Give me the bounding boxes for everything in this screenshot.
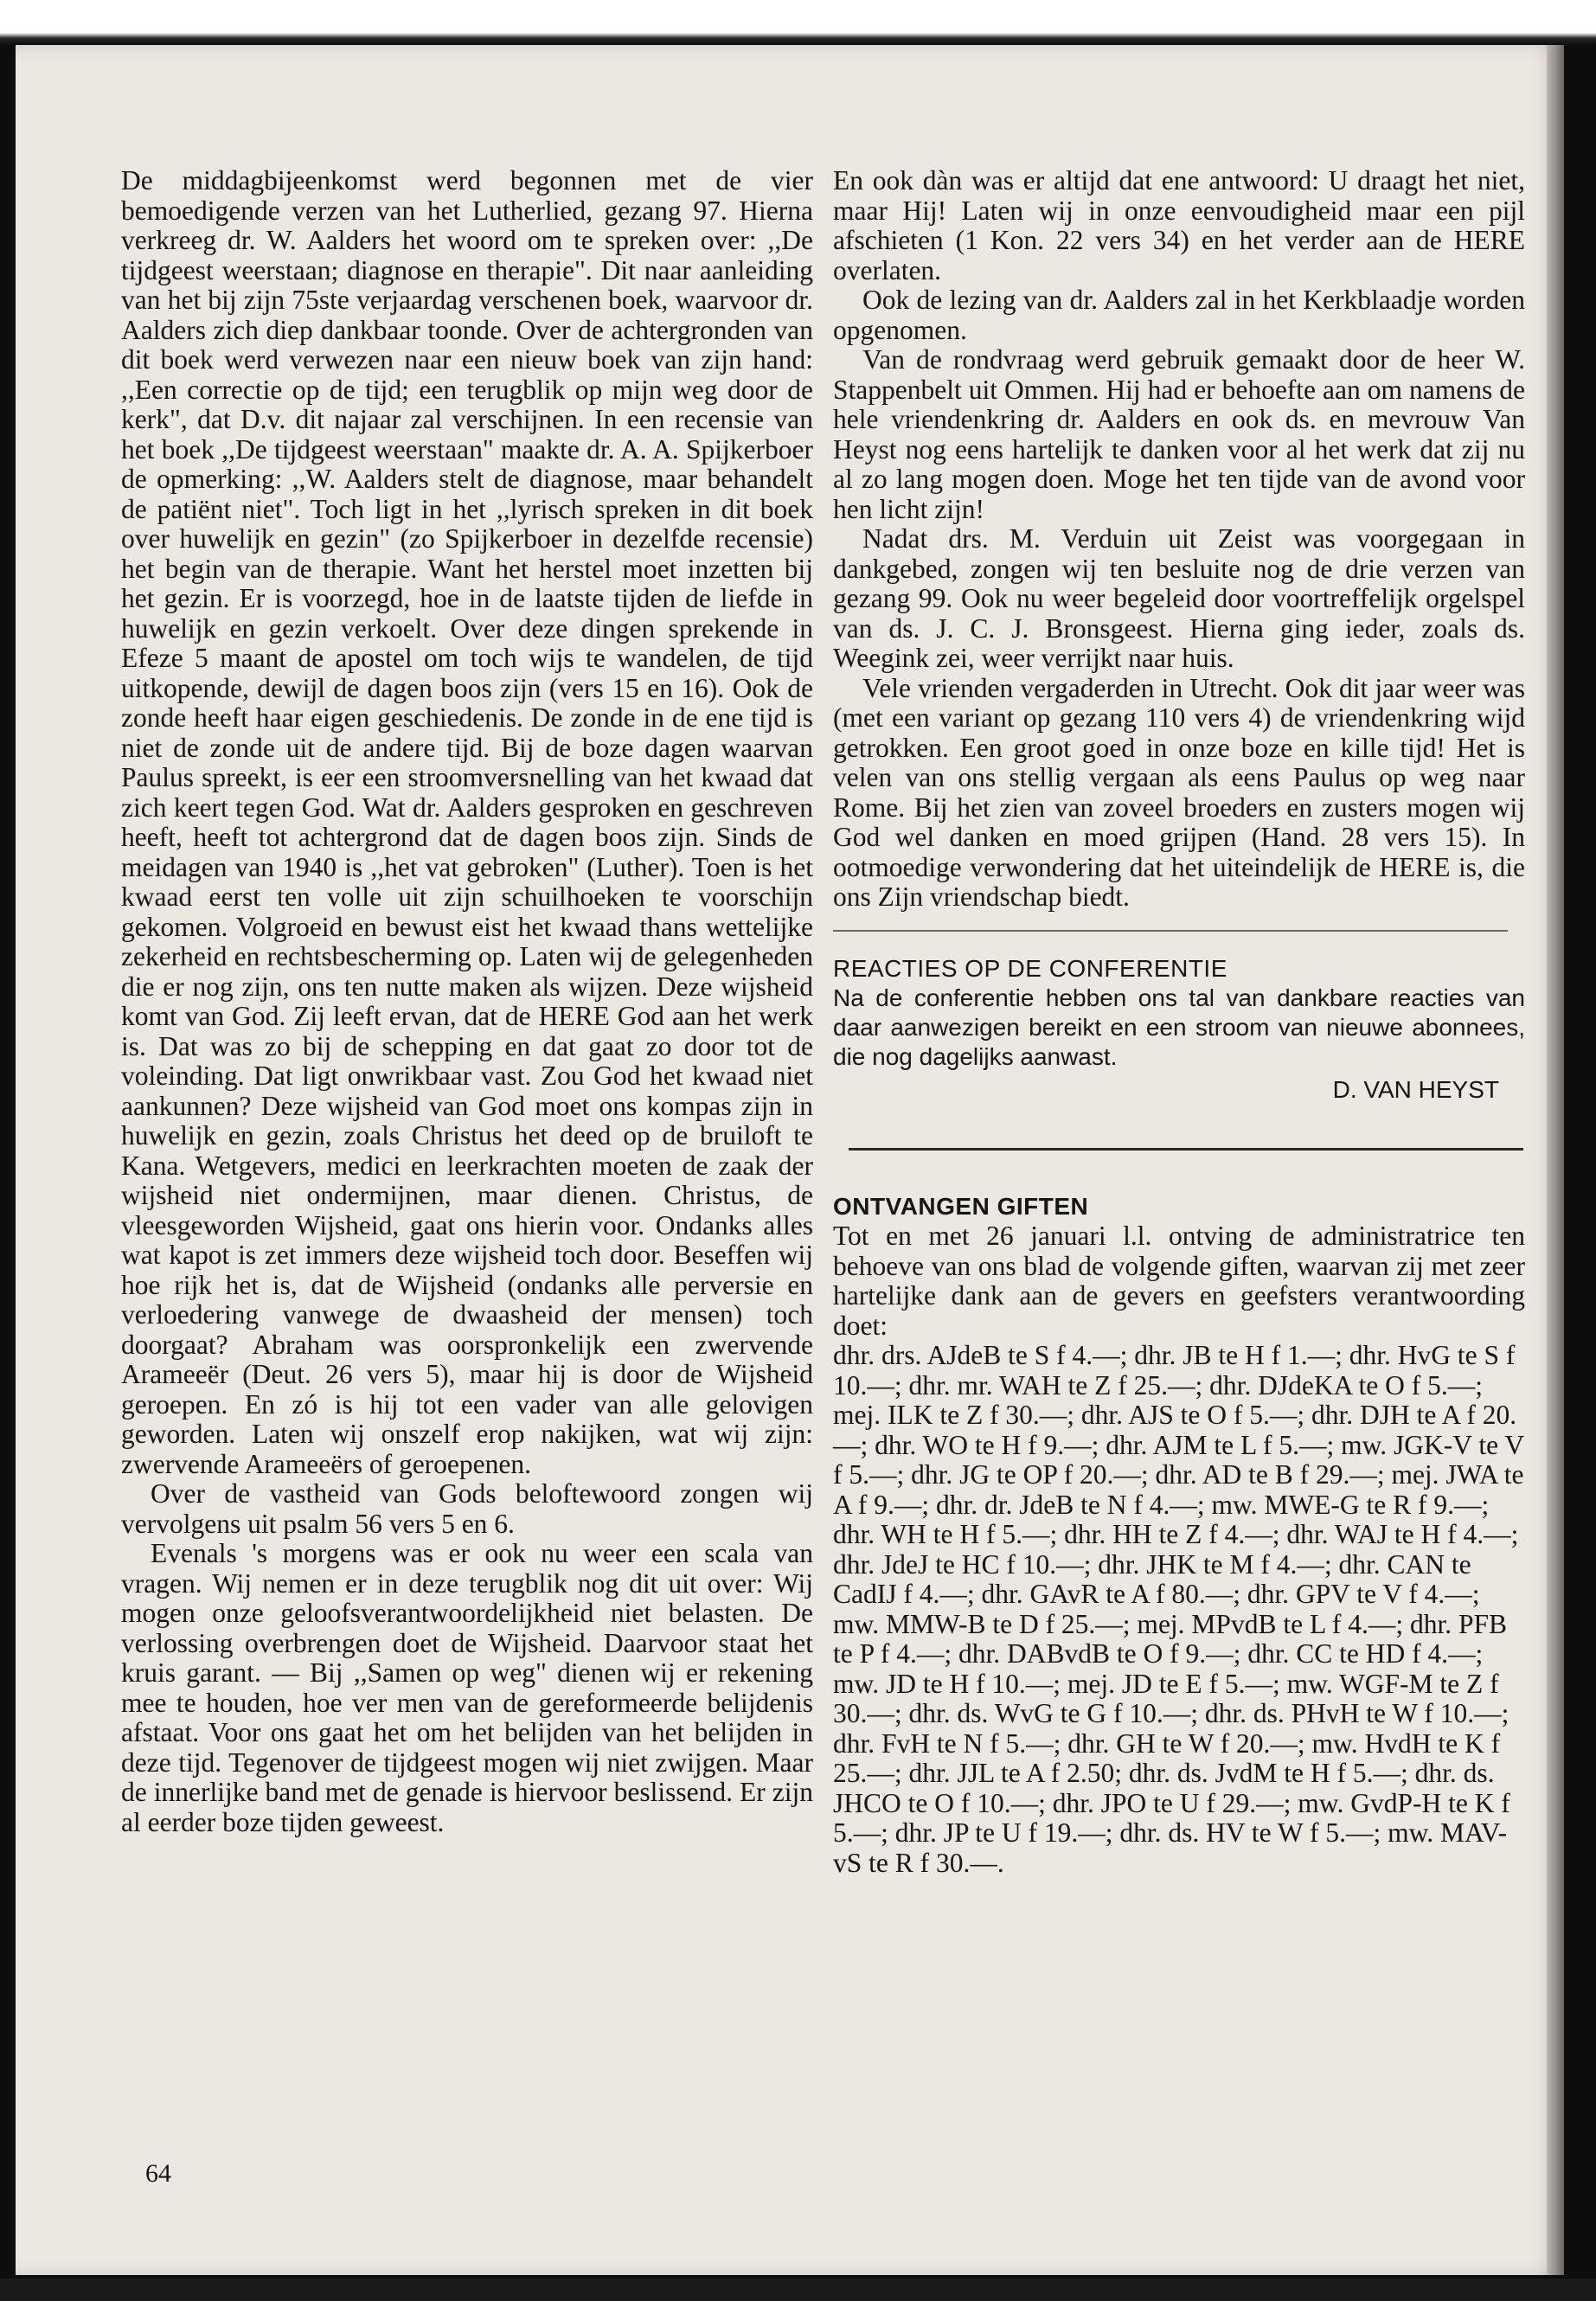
scan-border-bottom: [0, 2279, 1596, 2301]
magazine-page: [16, 45, 1564, 2275]
reacties-heading: REACTIES OP DE CONFERENTIE: [833, 954, 1227, 982]
article-paragraph: En ook dàn was er altijd dat ene antwoord: U draagt het niet, maar Hij! Laten wij in onze eenvoudigheid maar een pijl afschieten (1 Kon. 22 vers 34) en het verder aan de HERE overlaten.: [833, 165, 1525, 285]
page-spine-shadow: [1547, 45, 1564, 2275]
section-divider: [833, 930, 1508, 932]
article-paragraph: De middagbijeenkomst werd begonnen met de vier bemoedigende verzen van het Lutherlied, gezang 97. Hierna verkreeg dr. W. Aalders het woord om te spreken over: ,,De tijdgeest weerstaan; diagnose en therapie". Dit naar aanleiding van het bij zijn 75ste verjaardag verschenen boek, waarvoor dr. Aalders zich diep dankbaar toonde. Over de achtergronden van dit boek werd verwezen naar een nieuw boek van zijn hand: ,,Een correctie op de tijd; een terugblik op mijn weg door de kerk", dat D.v. dit najaar zal verschijnen. In een recensie van het boek ,,De tijdgeest weerstaan" maakte dr. A. A. Spijkerboer de opmerking: ,,W. Aalders stelt de diagnose, maar behandelt de patiënt niet". Toch ligt in het ,,lyrisch spreken in dit boek over huwelijk en gezin" (zo Spijkerboer in dezelfde recensie) het begin van de therapie. Want het herstel moet inzetten bij het gezin. Er is voorzegd, hoe in de laatste tijden de liefde in huwelijk en gezin verkoelt. Over deze dingen sprekende in Efeze 5 maant de apostel om toch wijs te wandelen, de tijd uitkopende, dewijl de dagen boos zijn (vers 15 en 16). Ook de zonde heeft haar eigen geschiedenis. De zonde in de ene tijd is niet de zonde uit de andere tijd. Bij de boze dagen waarvan Paulus spreekt, is eer een stroomversnelling van het kwaad dat zich keert tegen God. Wat dr. Aalders gesproken en geschreven heeft, heeft tot achtergrond dat de dagen boos zijn. Sinds de meidagen van 1940 is ,,het vat gebroken" (Luther). Toen is het kwaad eerst ten volle uit zijn schuilhoeken te voorschijn gekomen. Volgroeid en bewust eist het kwaad thans wettelijke zekerheid en rechtsbescherming op. Laten wij de gelegenheden die er nog zijn, ons ten nutte maken als wijzen. Deze wijsheid komt van God. Zij leeft ervan, dat de HERE God aan het werk is. Dat was zo bij de schepping en dat gaat zo door tot de voleinding. Dat ligt onwrikbaar vast. Zou God het kwaad niet aankunnen? Deze wijsheid van God moet ons kompas zijn in huwelijk en gezin, zoals Christus het deed op de bruiloft te Kana. Wetgevers, medici en leerkrachten moeten de zaak der wijsheid niet ondermijnen, maar dienen. Christus, de vleesgeworden Wijsheid, gaat ons hierin voor. Ondanks alles wat kapot is zet immers deze wijsheid toch door. Beseffen wij hoe rijk het is, dat de Wijsheid (ondanks alle perversie en verloedering vanwege de dwaasheid der mensen) toch doorgaat? Abraham was oorspronkelijk een zwervende Arameeër (Deut. 26 vers 5), maar hij is door de Wijsheid geroepen. En zó is hij tot een vader van alle gelovigen geworden. Laten wij onszelf erop nakijken, wat wij zijn: zwervende Arameeërs of geroepenen.: [121, 165, 813, 1479]
reacties-text: Na de conferentie hebben ons tal van dankbare reacties van daar aanwezigen bereikt en een stroom van nieuwe abonnees, die nog dagelijks aanwast.: [833, 984, 1525, 1070]
author-signature: D. VAN HEYST: [1332, 1075, 1499, 1103]
giften-intro: Tot en met 26 januari l.l. ontving de administratrice ten behoeve van ons blad de volgende giften, waarvan zij met zeer hartelijke dank aan de gevers en geefsters verantwoording doet:: [833, 1221, 1525, 1341]
left-column: [121, 166, 813, 1837]
right-column: [833, 166, 1525, 1878]
giften-heading: ONTVANGEN GIFTEN: [833, 1192, 1089, 1220]
article-paragraph: Ook de lezing van dr. Aalders zal in het Kerkblaadje worden opgenomen.: [833, 285, 1525, 345]
giften-section: [833, 1192, 1525, 1879]
article-paragraph: Van de rondvraag werd gebruik gemaakt door de heer W. Stappenbelt uit Ommen. Hij had er behoefte aan om namens de hele vriendenkring dr. Aalders en ook ds. en mevrouw Van Heyst nog eens hartelijk te danken voor al het werk dat zij nu al zo lang mogen doen. Moge het ten tijde van de avond voor hen licht zijn!: [833, 344, 1525, 524]
article-paragraph: Nadat drs. M. Verduin uit Zeist was voorgegaan in dankgebed, zongen wij ten besluite nog de drie verzen van gezang 99. Ook nu weer begeleid door voortreffelijk orgelspel van ds. J. C. J. Bronsgeest. Hierna ging ieder, zoals ds. Weegink zei, weer verrijkt naar huis.: [833, 523, 1525, 673]
scan-border-top: [0, 0, 1596, 45]
article-paragraph: Over de vastheid van Gods beloftewoord zongen wij vervolgens uit psalm 56 vers 5 en 6.: [121, 1478, 813, 1539]
reacties-section: [833, 954, 1525, 1105]
giften-list: dhr. drs. AJdeB te S f 4.—; dhr. JB te H f 1.—; dhr. HvG te S f 10.—; dhr. mr. WAH te Z f 25.—; dhr. DJdeKA te O f 5.—; mej. ILK te Z f 30.—; dhr. AJS te O f 5.—; dhr. DJH te A f 20.—; dhr. WO te H f 9.—; dhr. AJM te L f 5.—; mw. JGK-V te V f 5.—; dhr. JG te OP f 20.—; dhr. AD te B f 29.—; mej. JWA te A f 9.—; dhr. dr. JdeB te N f 4.—; mw. MWE-G te R f 9.—; dhr. WH te H f 5.—; dhr. HH te Z f 4.—; dhr. WAJ te H f 4.—; dhr. JdeJ te HC f 10.—; dhr. JHK te M f 4.—; dhr. CAN te CadIJ f 4.—; dhr. GAvR te A f 80.—; dhr. GPV te V f 4.—; mw. MMW-B te D f 25.—; mej. MPvdB te L f 4.—; dhr. PFB te P f 4.—; dhr. DABvdB te O f 9.—; dhr. CC te HD f 4.—; mw. JD te H f 10.—; mej. JD te E f 5.—; mw. WGF-M te Z f 30.—; dhr. ds. WvG te G f 10.—; dhr. ds. PHvH te W f 10.—; dhr. FvH te N f 5.—; dhr. GH te W f 20.—; mw. HvdH te K f 25.—; dhr. JJL te A f 2.50; dhr. ds. JvdM te H f 5.—; dhr. ds. JHCO te O f 10.—; dhr. JPO te U f 29.—; mw. GvdP-H te K f 5.—; dhr. JP te U f 19.—; dhr. ds. HV te W f 5.—; mw. MAV-vS te R f 30.—.: [833, 1340, 1524, 1878]
article-paragraph: Vele vrienden vergaderden in Utrecht. Ook dit jaar weer was (met een variant op gezang 110 vers 4) de vriendenkring wijd getrokken. Een groot goed in onze boze en kille tijd! Het is velen van ons stellig vergaan als eens Paulus op weg naar Rome. Bij het zien van zoveel broeders en zusters mogen wij God wel danken en moed grijpen (Hand. 28 vers 15). In ootmoedige verwondering dat het uiteindelijk de HERE is, die ons Zijn vriendschap biedt.: [833, 672, 1525, 912]
page-number: 64: [145, 2159, 171, 2188]
section-divider: [849, 1148, 1523, 1150]
article-paragraph: Evenals 's morgens was er ook nu weer een scala van vragen. Wij nemen er in deze terugblik nog dit uit over: Wij mogen onze geloofsverantwoordelijkheid niet belasten. De verlossing overbrengen doet de Wijsheid. Daarvoor staat het kruis garant. — Bij ,,Samen op weg" dienen wij er rekening mee te houden, hoe ver men van de gereformeerde belijdenis afstaat. Voor ons gaat het om het belijden van het belijden in deze tijd. Tegenover de tijdgeest mogen wij niet zwijgen. Maar de innerlijke band met de genade is hiervoor beslissend. Er zijn al eerder boze tijden geweest.: [121, 1538, 813, 1837]
